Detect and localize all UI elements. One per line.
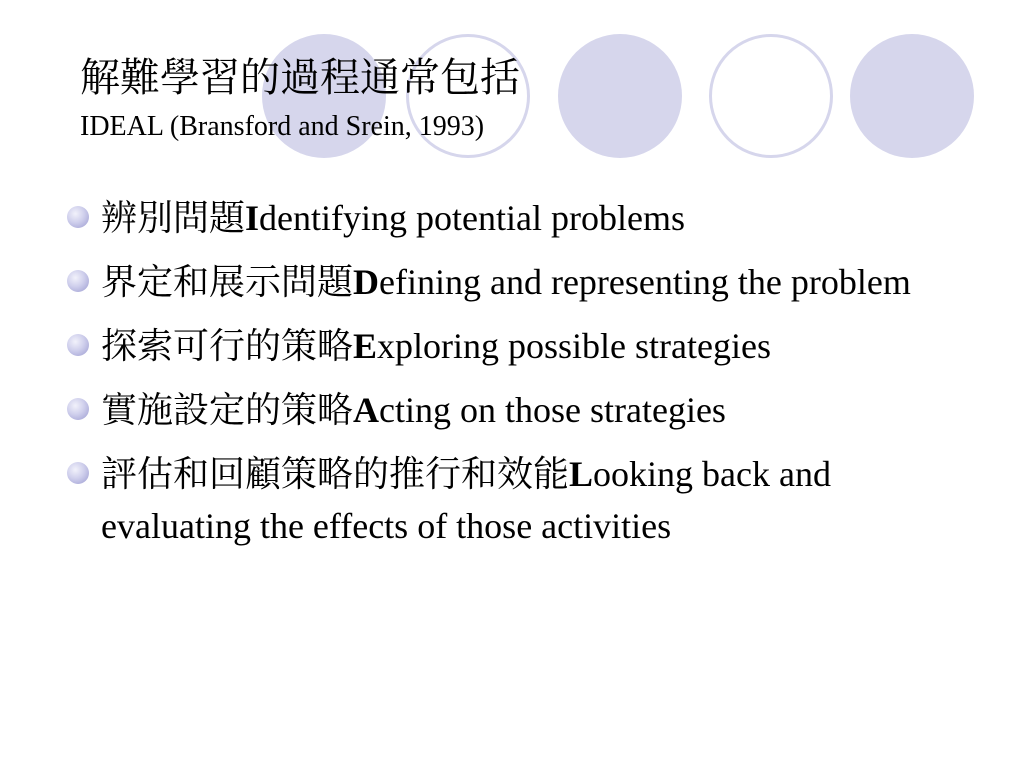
bullet-initial: E [353, 326, 378, 366]
bullet-initial: I [245, 198, 260, 238]
bullet-english: cting on those strategies [379, 390, 726, 430]
bullet-dot-icon [67, 334, 89, 356]
bullet-dot-icon [67, 270, 89, 292]
bullet-dot-icon [67, 462, 89, 484]
bullet-english: dentifying potential problems [259, 198, 685, 238]
list-item [64, 448, 969, 552]
bullet-initial: A [353, 390, 380, 430]
decorative-circle [850, 34, 974, 158]
list-item [64, 320, 969, 372]
list-item [64, 256, 969, 308]
bullet-chinese: 探索可行的策略 [101, 326, 354, 366]
list-item [64, 192, 969, 244]
bullet-list [64, 192, 969, 564]
bullet-chinese: 辨別問題 [101, 198, 246, 238]
bullet-chinese: 界定和展示問題 [101, 262, 354, 302]
slide-title: 解難學習的過程通常包括 [80, 55, 520, 100]
slide-title-block [80, 52, 720, 144]
decorative-circle [709, 34, 833, 158]
bullet-chinese: 實施設定的策略 [101, 390, 354, 430]
bullet-english: efining and representing the problem [379, 262, 911, 302]
bullet-english: ooking back and evaluating the effects of those activities [101, 454, 831, 546]
bullet-initial: L [569, 454, 594, 494]
bullet-chinese: 評估和回顧策略的推行和效能 [101, 454, 570, 494]
list-item [64, 384, 969, 436]
slide-subtitle: IDEAL (Bransford and Srein, 1993) [80, 111, 485, 142]
bullet-initial: D [353, 262, 380, 302]
bullet-dot-icon [67, 398, 89, 420]
bullet-dot-icon [67, 206, 89, 228]
bullet-english: xploring possible strategies [377, 326, 771, 366]
